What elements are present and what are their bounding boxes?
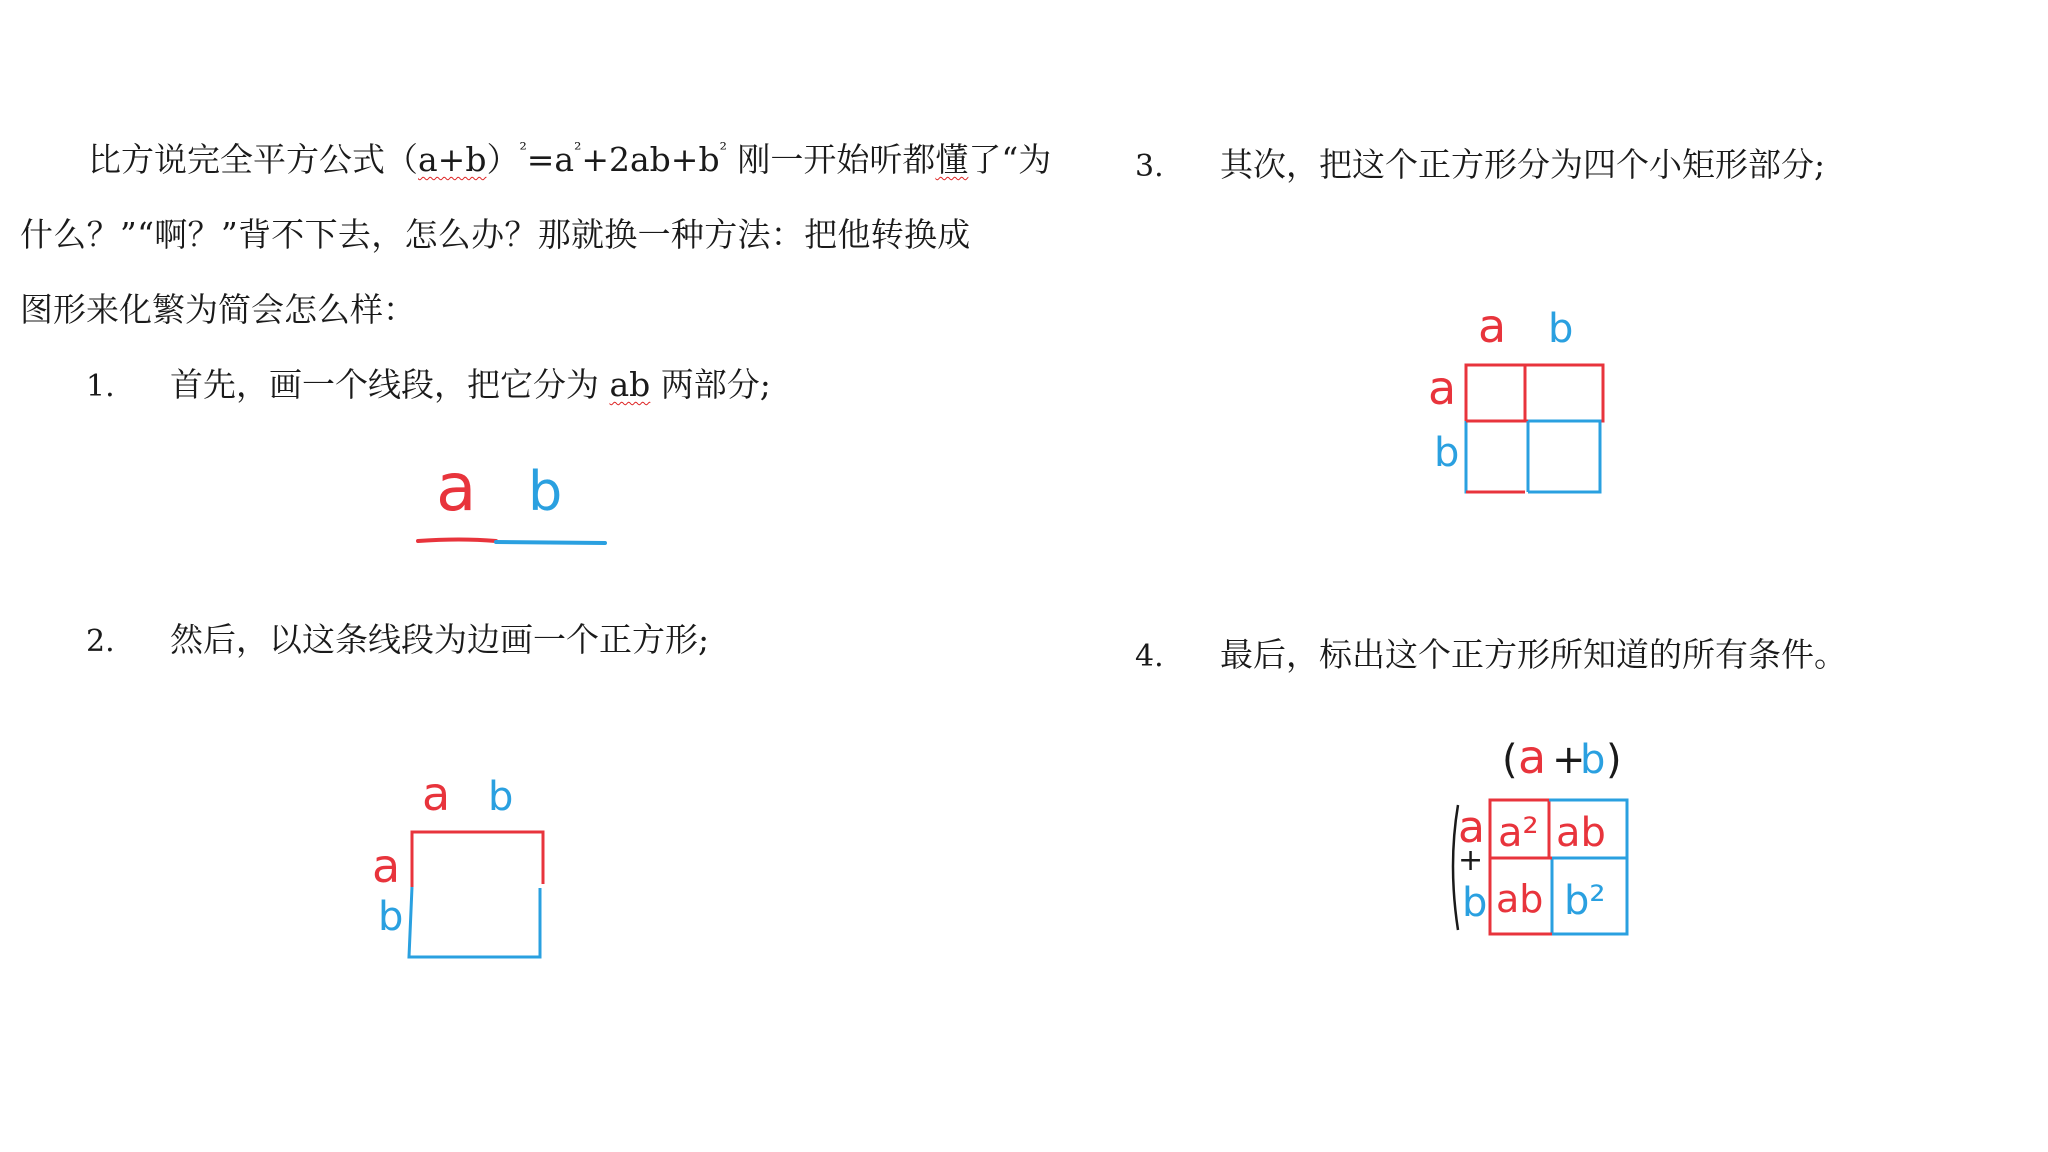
formula-a-plus-b: a+b	[418, 140, 487, 179]
cell-ab-bottom-red	[1466, 421, 1525, 492]
cell-b2-label: b²	[1564, 878, 1606, 924]
intro-line-2: 什么？”“啊？”背不下去，怎么办？那就换一种方法：把他转换成	[20, 215, 971, 254]
label-a-left: a	[1428, 361, 1457, 415]
intro-text: 了“为	[968, 140, 1052, 179]
cell-ab-top-label: ab	[1556, 810, 1606, 856]
step-2-text: 然后，以这条线段为边画一个正方形;	[170, 620, 710, 659]
label-b-left: b	[378, 894, 404, 940]
cell-ab-bottom-blue	[1466, 421, 1528, 492]
label-b: b	[1548, 306, 1574, 352]
step-text: 首先，画一个线段，把它分为	[170, 365, 610, 404]
cell-ab-bottom-label: ab	[1496, 877, 1544, 921]
intro-line-3: 图形来化繁为简会怎么样：	[20, 290, 416, 329]
segment-b	[496, 542, 605, 543]
square-blue-left	[409, 887, 460, 957]
formula-rest: +2ab+b	[581, 140, 720, 179]
cell-a2-label: a²	[1498, 810, 1539, 856]
figure-segment	[400, 450, 630, 560]
label-a-left: a	[1458, 802, 1485, 853]
formula-eq-a: =a	[526, 140, 575, 179]
intro-text: ）	[486, 140, 520, 179]
step-number: 2.	[86, 624, 115, 659]
step-4-text: 最后，标出这个正方形所知道的所有条件。	[1220, 635, 1847, 674]
label-b-left: b	[1462, 880, 1488, 926]
segment-a	[418, 540, 496, 542]
label-b-left: b	[1434, 430, 1460, 476]
paren-close: )	[1606, 737, 1622, 783]
cell-a-squared	[1466, 365, 1525, 421]
step-ab: ab	[609, 365, 651, 404]
step-3-text: 其次，把这个正方形分为四个小矩形部分;	[1220, 145, 1826, 184]
label-a: a	[1518, 730, 1547, 784]
step-number: 1.	[86, 369, 115, 404]
plus-sign: +	[1552, 737, 1586, 783]
step-number: 3.	[1135, 149, 1164, 184]
label-a: a	[436, 449, 477, 526]
label-a: a	[422, 767, 451, 821]
exponent: ²	[719, 139, 727, 161]
intro-text: 比方说完全平方公式（	[88, 140, 418, 179]
plus-left: +	[1458, 843, 1484, 878]
intro-line-1	[88, 140, 1051, 180]
paren-open: (	[1502, 737, 1518, 783]
intro-text: 懂	[935, 140, 969, 179]
figure-square	[360, 767, 560, 970]
cell-b-squared	[1528, 421, 1600, 492]
exponent: ²	[519, 139, 527, 161]
square-red-edges	[412, 832, 543, 887]
figure-labelled-square	[1440, 730, 1680, 950]
label-b: b	[1580, 737, 1606, 783]
step-number: 4.	[1135, 639, 1164, 674]
label-b: b	[528, 460, 563, 523]
label-a-left: a	[372, 839, 401, 893]
figure-divided-square	[1420, 300, 1620, 500]
label-a: a	[1478, 299, 1507, 353]
square-blue-right	[460, 888, 540, 957]
exponent: ²	[574, 139, 582, 161]
step-1-text	[170, 365, 771, 405]
step-text: 两部分;	[650, 365, 771, 404]
cell-ab-top	[1525, 365, 1603, 421]
intro-text: 刚一开始听都	[737, 140, 936, 179]
label-b: b	[488, 774, 514, 820]
